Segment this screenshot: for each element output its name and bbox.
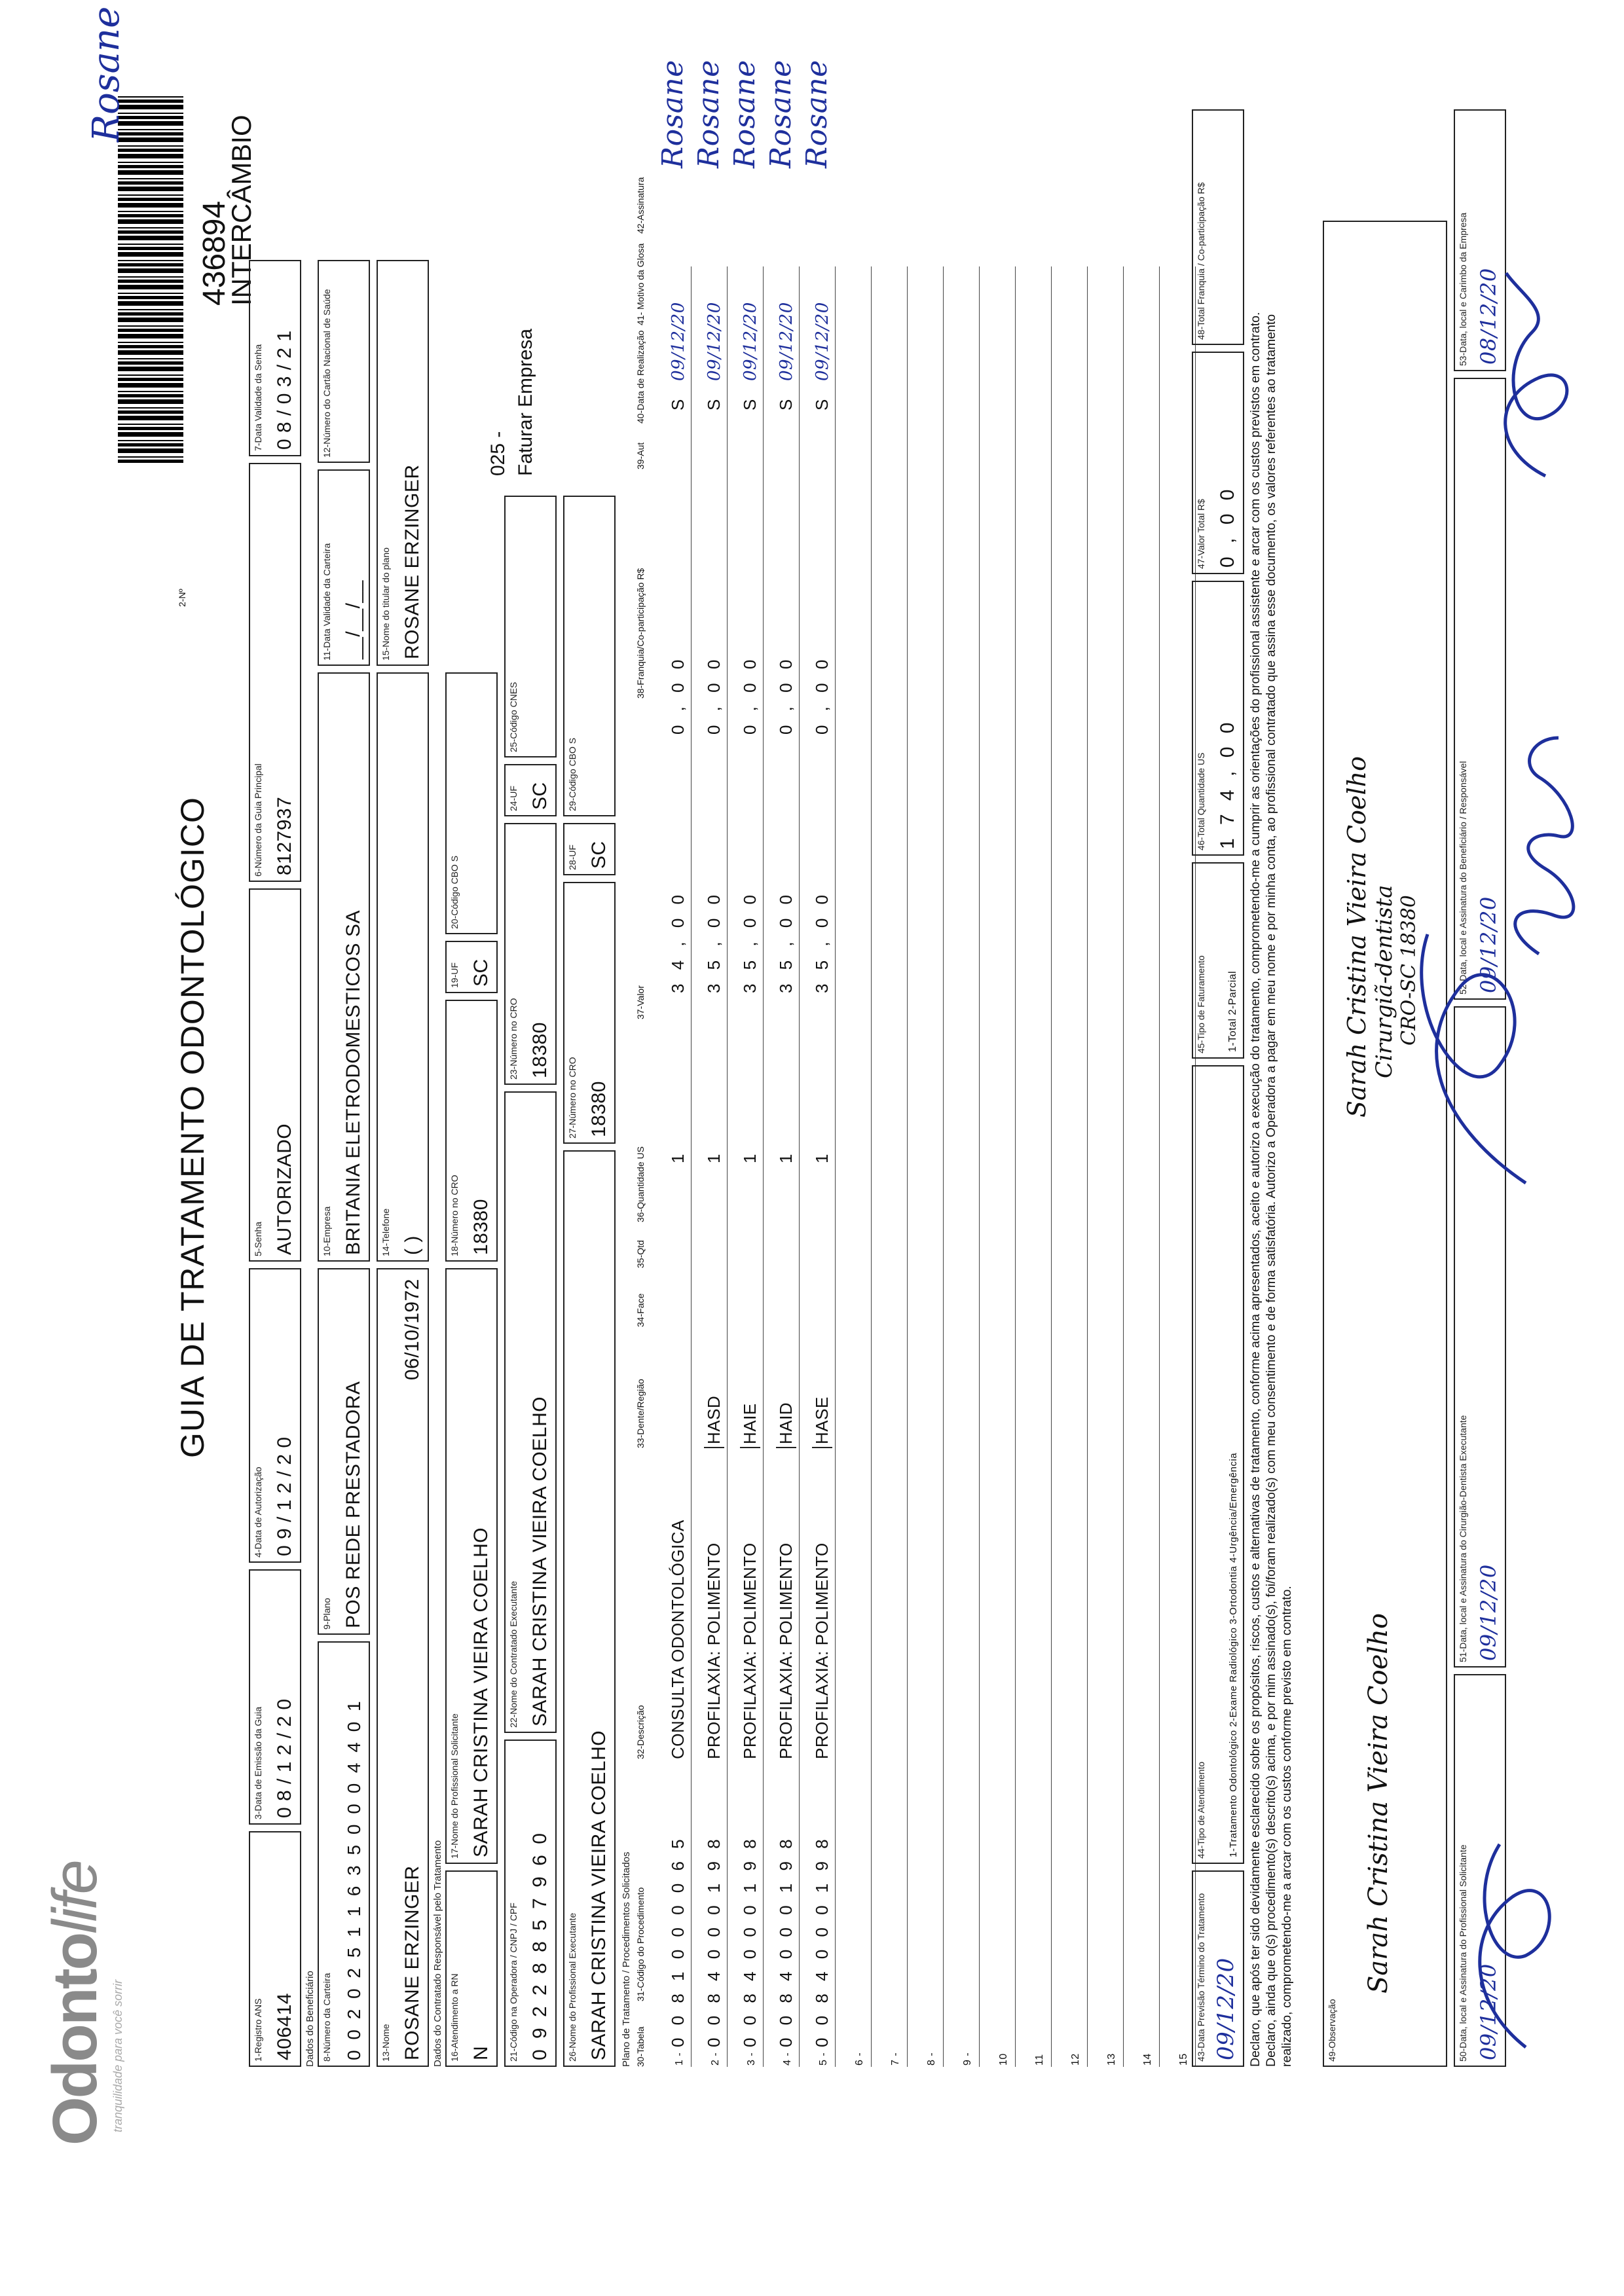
row-number: 5 -: [818, 2052, 829, 2066]
col-tabela: 30-Tabela: [635, 2026, 646, 2067]
procedure-value: 0 , 0 0: [812, 655, 832, 735]
billing-text: Faturar Empresa: [515, 328, 536, 476]
authorized-flag: S: [668, 399, 688, 410]
procedure-description: PROFILAXIA: POLIMENTO: [812, 1542, 832, 1759]
field-cbo-profissional[interactable]: 29-Código CBO S: [563, 496, 616, 816]
row-signature: Rosane: [656, 60, 690, 168]
quantity-us: 3 5 , 0 0: [704, 890, 724, 993]
procedure-code: 0 0 8 4 0 0 0 1 9 8: [740, 1835, 760, 2047]
procedure-qty: 1: [704, 1154, 724, 1163]
row-number: 1 -: [674, 2052, 685, 2066]
field-uf-profissional[interactable]: 28-UF SC: [563, 823, 616, 875]
row-signature: Rosane: [692, 60, 726, 168]
col-qtd-us: 36-Quantidade US: [635, 1146, 646, 1222]
field-empresa[interactable]: 10-Empresa BRITANIA ELETRODOMESTICOS SA: [318, 672, 370, 1262]
realization-date: 09/12/20: [669, 302, 688, 381]
field-assinatura-executante[interactable]: 51-Data, local e Assinatura do Cirurgião-Dentista Executante 09/12/20: [1454, 1006, 1506, 1667]
procedure-description: CONSULTA ODONTOLÓGICA: [668, 1520, 688, 1759]
odontolife-logo: Odontolife tranquilidade para você sorrir: [40, 1861, 124, 2145]
field-assinatura-solicitante[interactable]: 50-Data, local e Assinatura do Profissional Solicitante 09/12/20: [1454, 1674, 1506, 2067]
birth-date: 06/10/1972: [401, 1279, 423, 1381]
billing-code: 025 -: [487, 431, 509, 476]
field-titular[interactable]: 15-Nome do titular do plano ROSANE ERZINGER: [377, 260, 429, 666]
field-total-qtd-us[interactable]: 46-Total Quantidade US 1 7 4 , 0 0: [1192, 581, 1244, 856]
stamp-name: Sarah Cristina Vieira Coelho: [1363, 1613, 1393, 1994]
field-senha[interactable]: 5-Senha AUTORIZADO: [249, 888, 301, 1262]
procedure-code: 0 0 8 1 0 0 0 0 6 5: [668, 1835, 688, 2047]
procedure-qty: 1: [668, 1154, 688, 1163]
row-number: 9 -: [962, 2052, 973, 2066]
procedure-code: 0 0 8 4 0 0 0 1 9 8: [776, 1835, 796, 2047]
field-cnes[interactable]: 25-Código CNES: [504, 496, 557, 757]
row-number: 15: [1178, 2053, 1189, 2066]
handwritten-note: Rosane: [85, 6, 128, 142]
field-nome[interactable]: 13-Nome ROSANE ERZINGER 06/10/1972: [377, 1268, 429, 2067]
row-number: 4 -: [782, 2052, 793, 2066]
field-numero-carteira[interactable]: 8-Número da Carteira 0 0 2 0 2 5 1 1 6 3 5 0 0 0 4 4 0 1: [318, 1641, 370, 2067]
procedure-description: PROFILAXIA: POLIMENTO: [740, 1542, 760, 1759]
field-cro-executante[interactable]: 23-Número no CRO 18380: [504, 823, 557, 1085]
field-uf-executante[interactable]: 24-UF SC: [504, 764, 557, 816]
col-descricao: 32-Descrição: [635, 1705, 646, 1759]
field-validade-carteira[interactable]: 11-Data Validade da Carteira __/__/__: [318, 469, 370, 666]
row-number: 3 -: [746, 2052, 757, 2066]
field-carimbo-empresa[interactable]: 53-Data, local e Carimbo da Empresa 08/12/20: [1454, 109, 1506, 371]
col-aut: 39-Aut: [635, 442, 646, 469]
field-cartao-nacional[interactable]: 12-Número do Cartão Nacional de Saúde: [318, 260, 370, 463]
field-registro-ans: 1-Registro ANS 406414: [249, 1831, 301, 2067]
procedure-value: 0 , 0 0: [704, 655, 724, 735]
row-number: 11: [1034, 2054, 1045, 2066]
tooth-region: HASD: [704, 1396, 724, 1448]
field-cro-profissional[interactable]: 27-Número no CRO 18380: [563, 882, 616, 1144]
field-telefone[interactable]: 14-Telefone ( ): [377, 672, 429, 1262]
declaration-text: Declaro, que após ter sido devidamente esclarecido sobre os propósitos, riscos, custos e alternativas de tratamento, conforme acima apresentados, aceito e autorizo a execução do tratamento, comprometendo-me a cumprir as orientações do profissional assistente e arcar com os custos previstos em contrato. Declaro, ainda que o(s) procedimento(s) descrito(s) acima, e por mim assinado(s), foi/foram realizado(s) com meu consentimento e de forma satisfatória. Autorizo a Operadora a pagar em meu nome e por minha conta, ao profissional contratado que assina esse documento, os valores referentes ao tratamento realizado, comprometendo-me a arcar com os custos conforme previsto em contrato.: [1248, 312, 1294, 2067]
section-beneficiario: Dados do Beneficiário: [304, 1971, 316, 2067]
field-valor-total[interactable]: 47-Valor Total R$ 0 , 0 0: [1192, 352, 1244, 574]
col-valor: 37-Valor: [635, 985, 646, 1019]
field-profissional-executante[interactable]: 26-Nome do Profissional Executante SARAH CRISTINA VIEIRA COELHO: [563, 1150, 616, 2067]
procedure-value: 0 , 0 0: [740, 655, 760, 735]
row-number: 14: [1142, 2053, 1153, 2066]
field-data-emissao[interactable]: 3-Data de Emissão da Guia 0 8 / 1 2 / 2 0: [249, 1569, 301, 1825]
row-signature: Rosane: [800, 60, 834, 168]
field-uf-solicitante[interactable]: 19-UF SC: [445, 941, 498, 993]
col-franquia: 38-Franquia/Co-participação R$: [635, 568, 646, 699]
col-dente: 33-Dente/Região: [635, 1379, 646, 1448]
field-contratado-executante[interactable]: 22-Nome do Contratado Executante SARAH CRISTINA VIEIRA COELHO: [504, 1091, 557, 1733]
col-codigo: 31-Código do Procedimento: [635, 1887, 646, 2001]
authorized-flag: S: [812, 399, 832, 410]
section-contratado: Dados do Contratado Responsável pelo Tratamento: [432, 1840, 443, 2067]
procedure-code: 0 0 8 4 0 0 0 1 9 8: [704, 1835, 724, 2047]
field-total-franquia[interactable]: 48-Total Franquia / Co-participação R$: [1192, 109, 1244, 345]
field-data-autorizacao[interactable]: 4-Data de Autorização 0 9 / 1 2 / 2 0: [249, 1268, 301, 1563]
signature-solicitante: [1480, 1844, 1549, 2047]
field-plano[interactable]: 9-Plano POS REDE PRESTADORA: [318, 1268, 370, 1635]
procedure-qty: 1: [812, 1154, 832, 1163]
signature-dentist: [1422, 934, 1526, 1183]
tooth-region: HAIE: [740, 1403, 760, 1448]
procedure-code: 0 0 8 4 0 0 0 1 9 8: [812, 1835, 832, 2047]
row-number: 8 -: [926, 2052, 937, 2066]
stamp-role: Cirurgiã-dentista: [1371, 884, 1397, 1078]
field-tipo-atendimento[interactable]: 44-Tipo de Atendimento 1-Tratamento Odontológico 2-Exame Radiológico 3-Ortodontia 4-Urgência/Emergência: [1192, 1065, 1244, 1864]
field-observacao[interactable]: 49-Observação Sarah Cristina Vieira Coelho: [1323, 221, 1447, 2067]
col-motivo-glosa: 41- Motivo da Glosa: [635, 243, 646, 325]
procedure-value: 0 , 0 0: [668, 655, 688, 735]
quantity-us: 3 4 , 0 0: [668, 890, 688, 993]
field-assinatura-beneficiario[interactable]: 52-Data, local e Assinatura do Beneficiário / Responsável 09/12/20: [1454, 378, 1506, 1000]
row-signature: Rosane: [728, 60, 762, 168]
page-title: GUIA DE TRATAMENTO ODONTOLÓGICO: [174, 797, 211, 1458]
realization-date: 09/12/20: [813, 302, 832, 381]
col-assinatura: 42-Assinatura: [635, 177, 646, 234]
field-guia-principal[interactable]: 6-Número da Guia Principal 8127937: [249, 463, 301, 882]
field-profissional-solicitante[interactable]: 17-Nome do Profissional Solicitante SARAH CRISTINA VIEIRA COELHO: [445, 1268, 498, 1864]
col-qtd: 35-Qtd: [635, 1240, 646, 1268]
row-number: 2 -: [710, 2052, 721, 2066]
stamp-cro: CRO-SC 18380: [1397, 895, 1420, 1046]
row-number: 6 -: [854, 2052, 865, 2066]
signature-company: [1505, 273, 1567, 476]
quantity-us: 3 5 , 0 0: [740, 890, 760, 993]
procedure-qty: 1: [776, 1154, 796, 1163]
barcode-number: 436894: [197, 200, 232, 306]
barcode-subtitle: INTERCÂMBIO: [226, 115, 257, 306]
row-number: 13: [1106, 2053, 1117, 2066]
row-number: 7 -: [890, 2052, 901, 2066]
authorized-flag: S: [740, 399, 760, 410]
field-previsao-termino[interactable]: 43-Data Previsão Término do Tratamento 09/12/20: [1192, 1870, 1244, 2067]
quantity-us: 3 5 , 0 0: [776, 890, 796, 993]
row-number: 12: [1070, 2053, 1081, 2066]
row-signature: Rosane: [764, 60, 798, 168]
field-cro-solicitante[interactable]: 18-Número no CRO 18380: [445, 1000, 498, 1262]
authorized-flag: S: [704, 399, 724, 410]
row-number: 10: [998, 2053, 1009, 2066]
realization-date: 09/12/20: [705, 302, 724, 381]
section-plano: Plano de Tratamento / Procedimentos Solicitados: [621, 1851, 632, 2067]
realization-date: 09/12/20: [777, 302, 796, 381]
field-cbo-solicitante[interactable]: 20-Código CBO S: [445, 672, 498, 934]
col-data-realizacao: 40-Data de Realização: [635, 330, 646, 424]
procedure-value: 0 , 0 0: [776, 655, 796, 735]
guide-number-label: 2-Nº: [177, 589, 187, 607]
quantity-us: 3 5 , 0 0: [812, 890, 832, 993]
authorized-flag: S: [776, 399, 796, 410]
procedure-description: PROFILAXIA: POLIMENTO: [776, 1542, 796, 1759]
field-tipo-faturamento[interactable]: 45-Tipo de Faturamento 1-Total 2-Parcial: [1192, 862, 1244, 1059]
col-face: 34-Face: [635, 1293, 646, 1327]
tooth-region: HASE: [812, 1396, 832, 1448]
stamp-name-2: Sarah Cristina Vieira Coelho: [1342, 756, 1371, 1118]
signature-beneficiary: [1515, 738, 1574, 954]
field-validade-senha[interactable]: 7-Data Validade da Senha 0 8 / 0 3 / 2 1: [249, 260, 301, 456]
field-atendimento-rn[interactable]: 16-Atendimento a RN N: [445, 1870, 498, 2067]
field-codigo-operadora[interactable]: 21-Código na Operadora / CNPJ / CPF 0 9 2 2 8 8 5 7 9 6 0: [504, 1740, 557, 2067]
realization-date: 09/12/20: [741, 302, 760, 381]
tooth-region: HAID: [776, 1402, 796, 1448]
procedure-qty: 1: [740, 1154, 760, 1163]
procedure-description: PROFILAXIA: POLIMENTO: [704, 1542, 724, 1759]
logo-tagline: tranquilidade para você sorrir: [111, 1979, 124, 2132]
